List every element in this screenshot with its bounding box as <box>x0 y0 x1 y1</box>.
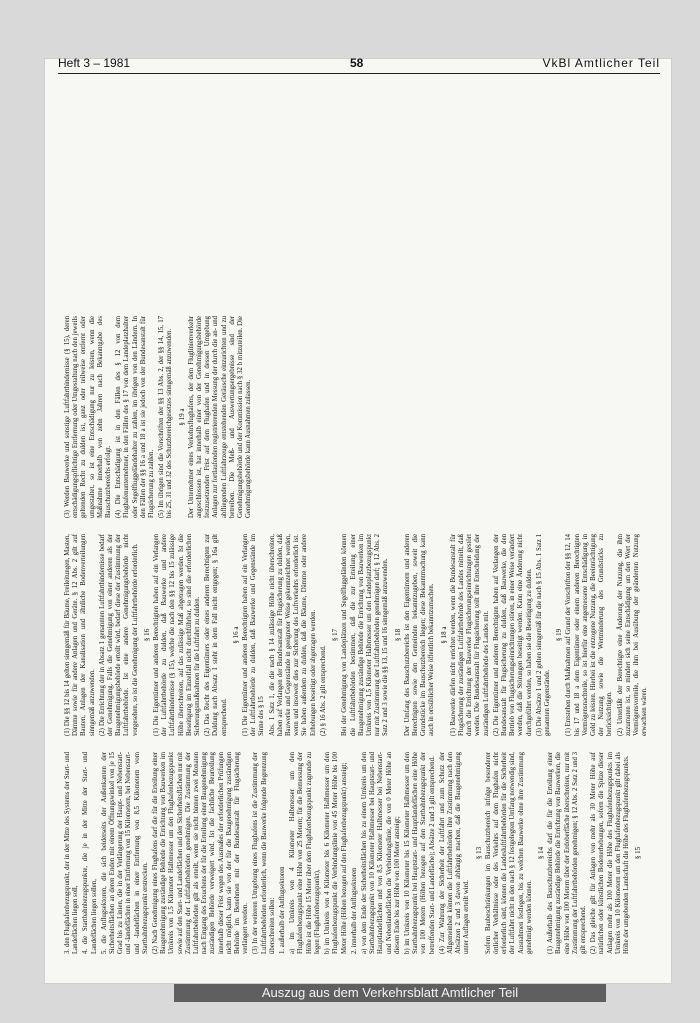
paragraph: (1) Außerhalb des Bauschutzbereichs darf die für die Erteilung einer Baugenehmigung zuständige Behörde die Errichtung von Bauwerken, die eine Höhe von 100 Metern über der Erdoberfläche überschreiten, nur mit Zustimmung der Luftfahrtbehörden genehmigen; § 12 Abs. 2 Satz 2 und 3 gilt entsprechend. <box>547 752 587 954</box>
section-heading: § 19 a <box>177 408 186 426</box>
paragraph: Der Umfang des Bauschutzbereichs ist den Eigentümern und anderen Berechtigten sowie den Gemeinden bekanntzugeben, soweit die Grundstücke im Bauschutzbereich liegen; diese Bekanntmachung kann auch in ortsüblicher Weise öffentlich bekanntzumachen. <box>403 534 436 736</box>
paragraph: (2) Das Recht des Eigentümers oder eines anderen Berechtigten zur Duldung nach Absatz 1 steht in dem Fall nicht entgegen; § 16a gilt entsprechend. <box>204 534 228 736</box>
section-heading: § 18 <box>393 628 402 642</box>
page-header <box>58 56 660 74</box>
section-heading: § 17 <box>331 628 340 642</box>
paragraph: 4. die Startbahnbezugspunkte, die je in der Mitte der Start- und Landeflächen liegen sollen, <box>82 752 98 954</box>
paragraph: b) im Umkreis von 10 Kilometer bis 15 Kilometer Halbmesser um den Startbahnbezugspunkt bei Hauptstart- und Hauptlandeflächen eine Höhe von 100 Metern (Höhen bezogen auf den Startbahnbezugspunkt der betreffenden Start- und Landefläche); Absätze 2 und 3 gilt entsprechend. <box>403 752 436 954</box>
paragraph: 2. innerhalb der Anflugsektoren <box>350 867 358 954</box>
paragraph: 3. den Flughafenbezugspunkt, der in der Mitte des Systems der Start- und Landeflächen liegen soll, <box>64 752 80 954</box>
paragraph: (3) Die Absätze 1 und 2 gelten sinngemäß für die nach § 15 Abs. 1 Satz 1 genannten Gegenstände. <box>535 534 551 736</box>
paragraph: b) im Umkreis von 4 Kilometer bis 6 Kilometer Halbmesser um den Flughafenbezugspunkt die Verbindungslinie von 45 Meter Höhe bis 100 Meter Höhe (Höhen bezogen auf den Flughafenbezugspunkt) ansteigt; <box>324 752 348 954</box>
header-rule <box>58 73 660 74</box>
paragraph: (2) Die Errichtung der in Absatz 1 genannten Luftfahrthindernisse bedarf der Genehmigung. Falls die Genehmigung von einer anderen als der Baugenehmigungsbehörde erteilt wird, bedarf diese der Zustimmung der Luftfahrtbehörde. Ist eine andere Genehmigungsbehörde nicht vorgesehen, so ist die Genehmigung der Luftfahrtbehörde erforderlich. <box>98 534 139 736</box>
text-columns <box>64 98 654 954</box>
paragraph: (2) Die Eigentümer und anderen Berechtigten haben auf Verlangen der Bundesanstalt für Flugsicherung zu dulden, daß Bauwerke, die den Betrieb von Flugsicherungseinrichtungen stören, in einer Weise verändert werden, daß die Störungen beseitigt werden. Kann eine Änderung nicht durchgeführt werden, so haben sie die Beseitigung zu dulden. <box>492 534 533 736</box>
section-heading: § 16 a <box>231 626 240 644</box>
section-heading: § 15 <box>634 846 643 860</box>
footer-banner: Auszug aus dem Verkehrsblatt Amtlicher Teil <box>174 984 606 1002</box>
paragraph: (4) Zur Wahrung der Sicherheit der Luftfahrt und zum Schutz der Allgemeinheit können die Luftfahrtbehörden ihre Zustimmung nach den Absätzen 2 und 3 davon abhängig machen, daß die Baugenehmigung unter Auflagen erteilt wird. <box>438 752 471 954</box>
rotated-page-content <box>58 78 660 974</box>
paragraph: Bei der Genehmigung von Landeplätzen und Segelfluggeländen können die Luftfahrtbehörden bestimmen, daß die zur Erteilung einer Baugenehmigung zuständige Behörde die Errichtung von Bauwerken im Umkreis von 1,5 Kilometer Halbmesser um den Landeplatzbezugspunkt nur mit Zustimmung der Luftfahrtbehörden genehmigen darf; § 12 Abs. 2 Satz 2 und 3 sowie die §§ 13, 15 und 16 sinngemäß anzuwenden. <box>341 534 390 736</box>
publication-title: VkBl Amtlicher Teil <box>542 56 660 70</box>
paragraph: (2) Nach Genehmigung eines Flughafens darf die für die Erteilung einer Baugenehmigung zuständige Behörde die Errichtung von Bauwerken im Umkreis von 1,5 Kilometer Halbmesser um den Flughafenbezugspunkt sowie auf den Start- und Landeflächen und den Sicherheitsflächen nur mit Zustimmung der Luftfahrtbehörden genehmigen. Die Zustimmung der Luftfahrtbehörden gilt als erteilt, wenn sie nicht binnen zwei Monaten nach Eingang des Ersuchens der für die Erteilung einer Baugenehmigung zuständigen Behörde verweigert wird. Ist die fachliche Beurteilung innerhalb dieser Frist wegen des Ausmaßes der erforderlichen Prüfungen nicht möglich, kann sie von der für die Baugenehmigung zuständigen Behörde im Benehmen mit der Bundesanstalt für Flugsicherung verlängert werden. <box>152 752 250 954</box>
rotated-text-area <box>58 78 660 974</box>
paragraph: Abs. 1 Satz 1, die die nach § 14 zulässige Höhe nicht überschreiten, haben auf Verlangen der Bundesanstalt für Flugsicherung zu dulden, daß Bauwerke und Gegenstände in geeigneter Weise gekennzeichnet werden, wenn und insoweit dies zur Sicherung des Luftverkehrs erforderlich ist. Sie haben außerdem zu dulden, daß die Bäume, Dämme oder andere Erhebungen beseitigt oder abgetragen werden. <box>268 534 317 736</box>
paragraph: 1. außerhalb der Anflugsektoren <box>279 866 287 954</box>
paragraph: (3) Werden Bauwerke und sonstige Luftfahrthindernisse (§ 15), deren entschädigungspflichtige Entfernung oder Umgestaltung nach den jeweils geltenden Recht zu dulden ist, ganz oder teilweise entfernt oder umgestaltet, so ist eine Entschädigung nur zu leisten, wenn die Maßnahme innerhalb von zehn Jahren nach Bekanntgabe des Bauschutzbereichs erfolgt. <box>64 316 113 518</box>
paragraph: (5) Im übrigen sind die Vorschriften der §§ 13 Abs. 2, der §§ 14, 15, 17 bis 25, 31 und 32 des Schutzbereichgesetzes sinngemäß anzuwenden. <box>158 316 174 518</box>
paragraph: a) im Umkreis von 4 Kilometer Halbmesser um den Flughafenbezugspunkt eine Höhe von 25 Metern; für die Bemessung der Höhe ist die Höhe 15 Meter über dem Flughafenbezugspunkt zugrunde zu legen (Flughafenbezugspunkt), <box>289 752 321 954</box>
paragraph: (1) Die Eigentümer und anderen Berechtigten haben auf ein Verlangen der Luftfahrtbehörde zu dulden, daß Bauwerke und andere Luftfahrthindernisse (§ 15), welche die nach den §§ 12 bis 15 zulässige Höhe überschreiten, auf das zulässige Maß abgetragen werden. Ist die Beseitigung im Einzelfall nicht durchführbar, so sind die erforderlichen Sicherungsmaßnahmen für die Luftfahrt zu dulden. <box>153 534 202 736</box>
page-number: 58 <box>350 56 364 70</box>
paragraph: (1) Bauwerke dürfen nicht errichtet werden, wenn die Bundesanstalt für Flugsicherung der zuständigen Luftfahrtbehörde des Landes mitteilt, daß durch die Errichtung der Bauwerke Flugsicherungseinrichtungen gestört werden. Die Bundesanstalt für Flugsicherung teilt ihre Entscheidung der zuständigen Luftfahrtbehörde des Landes mit. <box>449 534 490 736</box>
paragraph: Sofern Baubeschränkungen im Bauschutzbereich infolge besonderer örtlicher Verhältnisse oder des Verkehrs auf dem Flughafen nicht erforderlich sind, können die Landesluftfahrtbehörden für die Sicherheit der Luftfahrt nicht in den nach § 12 festgelegten Umfang notwendig sind, Ausnahmen festlegen, bis zu welchen Bauwerke ohne ihre Zustimmung genehmigt werden können. <box>484 752 533 954</box>
section-heading: § 16 <box>142 628 151 642</box>
paragraph: (4) Die Entschädigung ist in den Fällen des § 12 von dem Flughafenunternehmer, in den Fällen des § 17 von dem Landeplatzhalter oder Segelfluggeländehalter zu zahlen, im übrigen von den Ländern. In den Fällen der §§ 16 a und 18 a ist sie jedoch von der Bundesanstalt für Flugsicherung zu zahlen. <box>115 316 156 518</box>
issue-label: Heft 3 – 1981 <box>58 56 131 70</box>
paragraph: (2) Das gleiche gilt für Anlagen von mehr als 30 Meter Höhe auf natürlichen oder künstlichen Bodenerhebungen, sofern die Spitze dieser Anlagen mehr als 100 Meter die Höhe des Flughafenbezugspunkts im Umkreis von 10 Kilometern um den Flughafenbezugspunkt gilt dabei als Höhe der umgebenden Landschaft die Höhe des Flughafenbezugspunkts. <box>590 752 630 954</box>
paragraph: (2) Unterläßt der Berechtigte eine Änderung der Nutzung, die ihm zuzumuten ist, so mindert sich seine Entschädigung um den Wert der Vermögensvorteile, die ihm bei Ausübung der geänderten Nutzung erwachsen wären. <box>616 534 649 736</box>
section-heading: § 18 a <box>439 626 448 644</box>
paragraph: (2) § 16 Abs. 2 gilt entsprechend. <box>319 645 327 736</box>
section-heading: § 19 <box>555 628 564 642</box>
paragraph: (1) Die Eigentümer und anderen Berechtigten haben auf ein Verlangen der Luftfahrtbehörde zu dulden, daß Bauwerke und Gegenstände im Sinne des § 15 <box>242 534 266 736</box>
section-heading: § 14 <box>536 846 545 860</box>
section-heading: § 13 <box>474 846 483 860</box>
paragraph: Der Unternehmer eines Verkehrsflughafens, der dem Fluglinienverkehr angeschlossen ist, hat innerhalb einer von der Genehmigungsbehörde festzusetzenden Frist auf dem Flughafen und in dessen Umgebung Anlagen zur fortlaufenden registrierenden Messung der durch die an- und abfliegenden Luftfahrzeuge entstehenden Geräusche einzurichten und zu betreiben. Die Meß- und Auswertungsergebnisse sind der Genehmigungsbehörde und der Kommission nach § 32 b mitzuteilen. Die Genehmigungsbehörde kann Ausnahmen zulassen. <box>187 316 253 518</box>
paragraph: (1) Entstehen durch Maßnahmen auf Grund der Vorschriften der §§ 12, 14 bis 17 und 18 a dem Eigentümer oder einem anderen Berechtigten Vermögensnachteile, so ist hierfür eine angemessene Entschädigung in Geld zu leisten. Hierbei ist die entzogene Nutzung, die Beeinträchtigung der Nutzung sowie die Wertminderung des Grundstücks zu berücksichtigen. <box>565 534 614 736</box>
paragraph: (3) In der weiteren Umgebung eines Flughafens ist die Zustimmung der Luftfahrtbehörden erforderlich, wenn die Bauwerke folgende Begrenzung überschreiten sollen: <box>252 752 276 954</box>
paragraph: a) von dem Ende der Sicherheitsflächen bis zu einem Umkreis um den Startbahnbezugspunkt von 10 Kilometer Halbmesser bei Hauptstart- und Hauptlandeflächen und von 8,5 Kilometer Halbmesser bei Nebenstart- und Nebenlandeflächen die Verbindungslinie, die von 0 Meter Höhe an diesem Ende bis zur Höhe von 100 Meter ansteigt; <box>360 752 401 954</box>
paragraph: 5. die Anflugsektoren, die sich beiderseits der Außenkanten der Sicherheitsflächen an deren Enden mit einem Öffnungswinkel von je 15 Grad bis zu Linien, die in der Verlängerung der Haupt- und Nebenstart- und -landeflächen in einer Entfernung von 15 Kilometern, bei Nebenstart- und -landeflächen in einer Entfernung von 8,5 Kilometern vom Startbahnbezugspunkt erstrecken. <box>100 752 149 954</box>
paragraph: (1) Die §§ 12 bis 14 gelten sinngemäß für Bäume, Freileitungen, Masten, Dämme sowie für andere Anlagen und Geräte. § 12 Abs. 2 gilt auf Bauten, Anlagen der Kanalisation und ähnliche Bodenverteilungen sinngemäß anzuwenden. <box>64 534 96 736</box>
